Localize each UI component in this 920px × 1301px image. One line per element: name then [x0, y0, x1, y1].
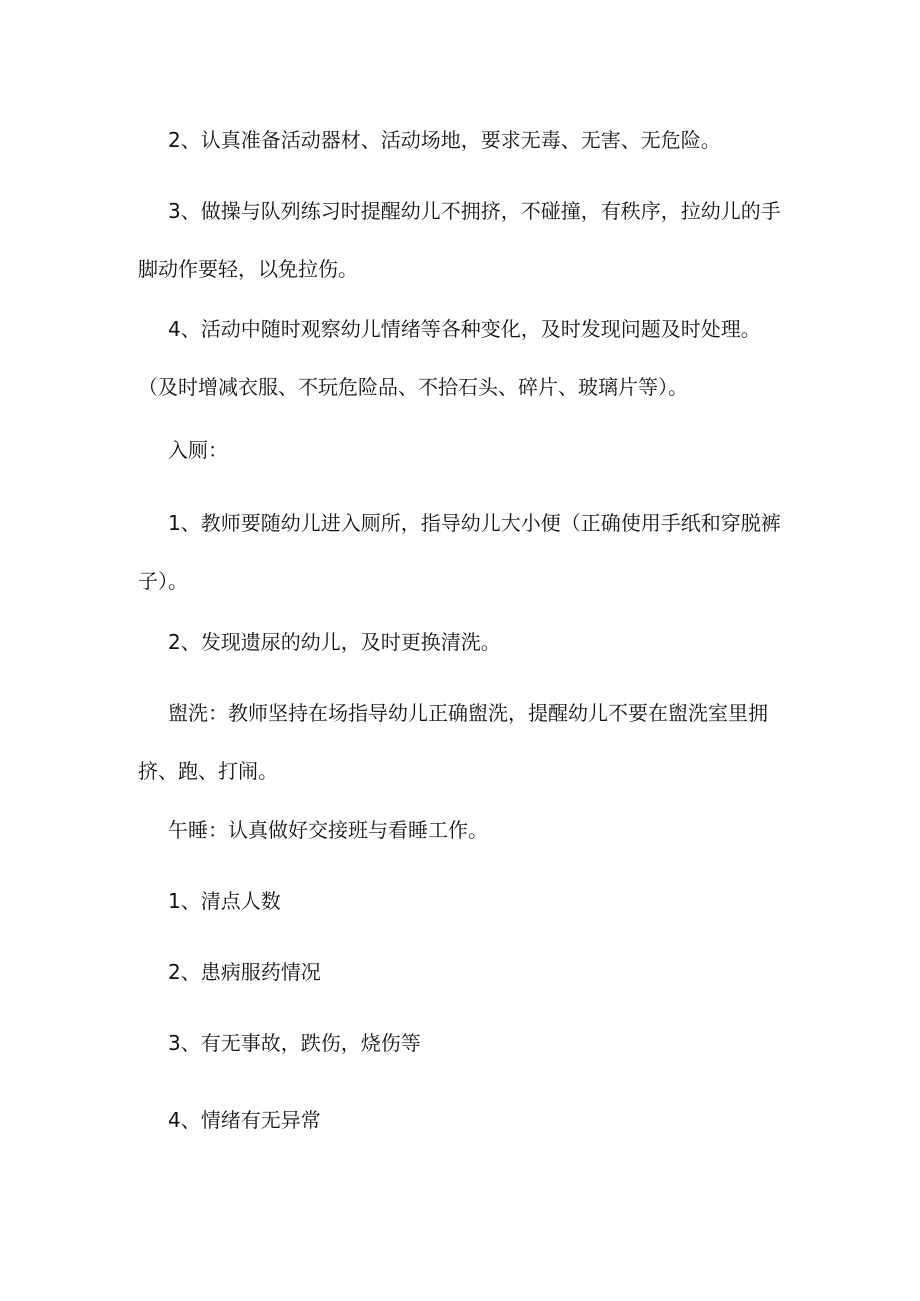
- list-item-headcount: 1、清点人数: [168, 889, 281, 913]
- paragraph-washing: 盥洗：教师坚持在场指导幼儿正确盥洗，提醒幼儿不要在盥洗室里拥挤、跑、打闹。: [138, 701, 768, 783]
- heading-toilet: 入厕：: [168, 438, 228, 462]
- list-item-accidents: 3、有无事故，跌伤，烧伤等: [168, 1031, 421, 1055]
- list-item-medication: 2、患病服药情况: [168, 960, 321, 984]
- list-item-mood: 4、情绪有无异常: [168, 1108, 321, 1132]
- paragraph-toilet-guidance: 1、教师要随幼儿进入厕所，指导幼儿大小便（正确使用手纸和穿脱裤子）。: [138, 511, 781, 593]
- paragraph-exercise-safety: 3、做操与队列练习时提醒幼儿不拥挤，不碰撞，有秩序，拉幼儿的手脚动作要轻，以免拉伤。: [138, 199, 781, 281]
- paragraph-bedwetting: 2、发现遗尿的幼儿，及时更换清洗。: [168, 630, 501, 654]
- paragraph-equipment-preparation: 2、认真准备活动器材、活动场地，要求无毒、无害、无危险。: [168, 128, 721, 152]
- heading-nap: 午睡：认真做好交接班与看睡工作。: [168, 818, 488, 842]
- paragraph-activity-observation: 4、活动中随时观察幼儿情绪等各种变化，及时发现问题及时处理。（及时增减衣服、不玩危险品、不拾石头、碎片、玻璃片等）。: [138, 317, 761, 399]
